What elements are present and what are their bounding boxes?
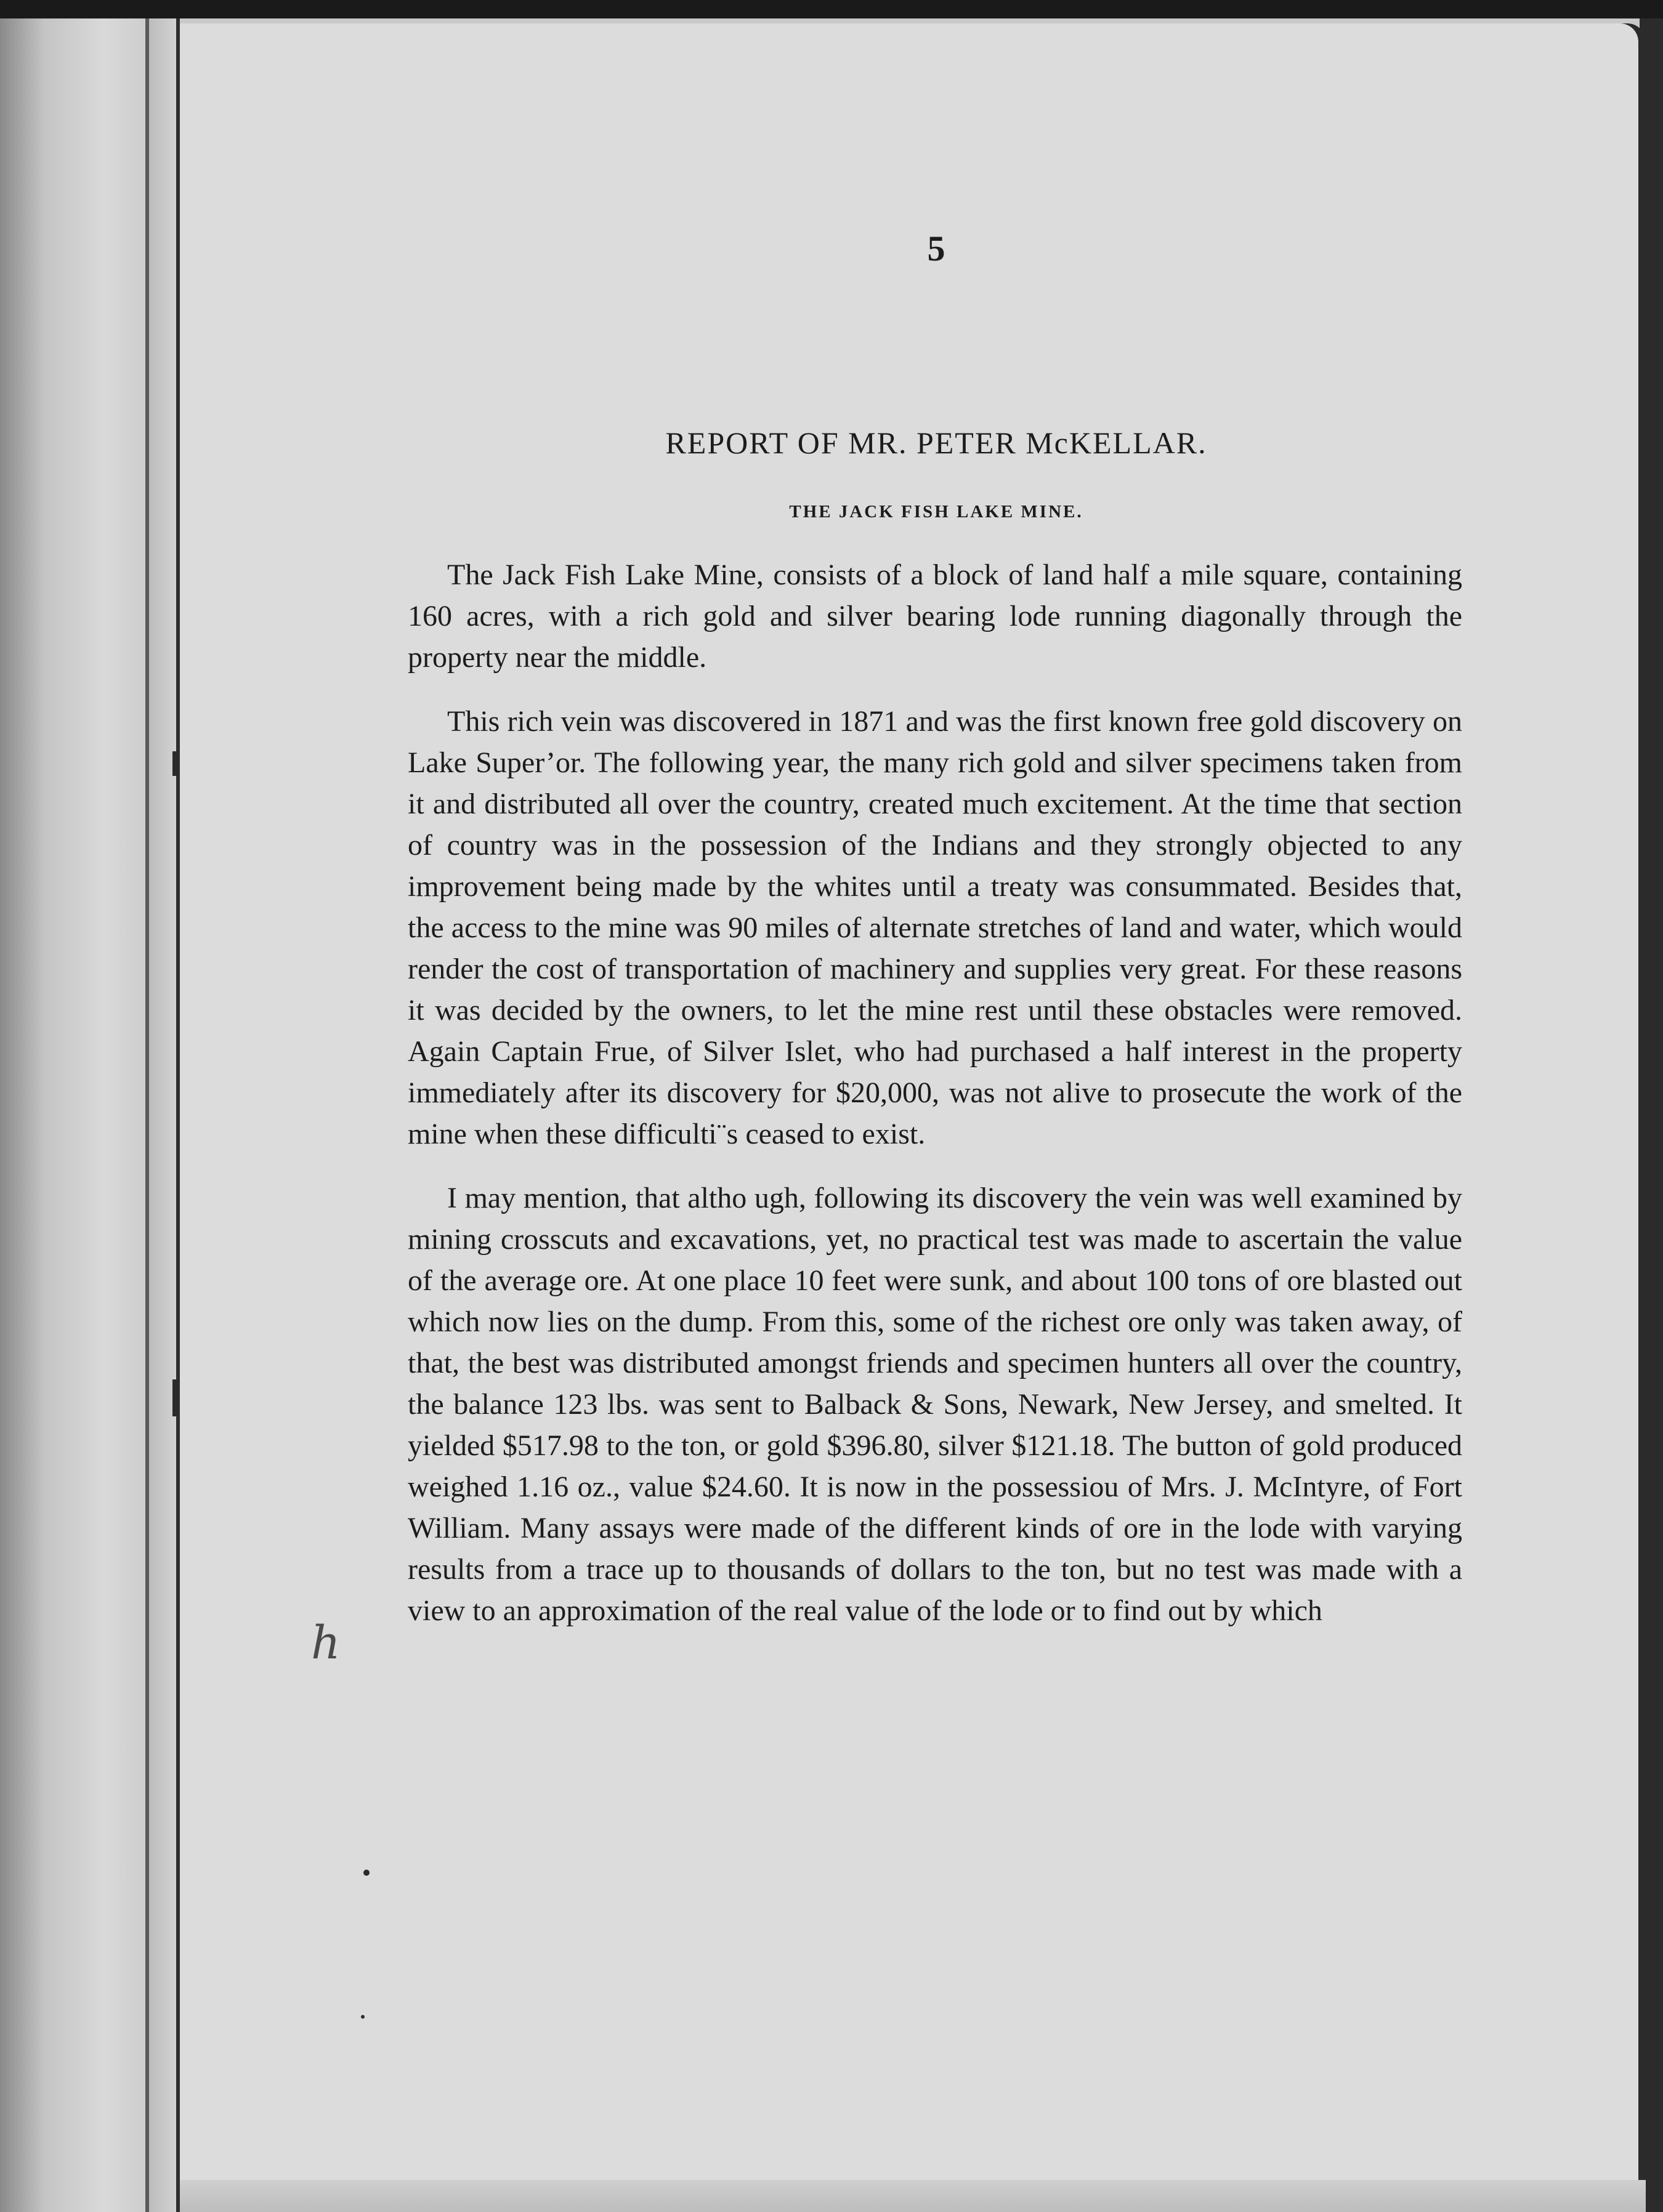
paragraph: The Jack Fish Lake Mine, consists of a block of land half a mile square, containing 160 acres, with a rich gold and silver bearing lode running diagonally through the property near the middle. [408, 559, 1462, 674]
binding-mark [172, 751, 179, 776]
section-heading: THE JACK FISH LAKE MINE. [789, 502, 1083, 522]
page-number: 5 [927, 228, 945, 268]
ink-speck [363, 1870, 370, 1876]
paragraph: I may mention, that altho ugh, following its discovery the vein was well examined by mining crosscuts and excavations, yet, no practical test was made to ascertain the value of the average ore. At one place 10 feet were sunk, and about 100 tons of ore blasted out which now lies on the dump. From this, some of the richest ore only was taken away, of that, the best was distributed amongst friends and specimen hunters all over the country, the balance 123 lbs. was sent to Balback & Sons, Newark, New Jersey, and smelted. It yielded $517.98 to the ton, or gold $396.80, silver $121.18. The button of gold produced weighed 1.16 oz., value $24.60. It is now in the possessiou of Mrs. J. McIntyre, of Fort William. Many assays were made of the different kinds of ore in the lode with varying results from a trace up to thousands of dollars to the ton, but no test was made with a view to an approximation of the real value of the lode or to find out by which [408, 1182, 1462, 1627]
gutter [149, 18, 176, 2212]
binding-mark [172, 1379, 179, 1416]
right-scan-border [1640, 18, 1663, 2212]
top-scan-border [0, 0, 1663, 18]
paragraph: This rich vein was discovered in 1871 and was the first known free gold discovery on Lake Super’or. The following year, the many rich gold and silver specimens taken from it and distributed all over the country, created much excitement. At the time that section of country was in the possession of the Indians and they strongly objected to any improvement being made by the whites until a treaty was consummated. Besides that, the access to the mine was 90 miles of alternate stretches of land and water, which would render the cost of transportation of machinery and supplies very great. For these reasons it was decided by the owners, to let the mine rest until these obstacles were removed. Again Captain Frue, of Silver Islet, who had purchased a half interest in the property immediately after its discovery for $20,000, was not alive to prosecute the work of the mine when these difficulti¨s ceased to exist. [408, 705, 1462, 1150]
page-bottom-edge [180, 2180, 1646, 2212]
report-body [408, 554, 1462, 1654]
report-title: REPORT OF MR. PETER McKELLAR. [665, 426, 1207, 460]
handwritten-margin-note: h [311, 1617, 341, 1669]
facing-page-edge [0, 18, 148, 2212]
ink-speck [361, 2015, 365, 2019]
